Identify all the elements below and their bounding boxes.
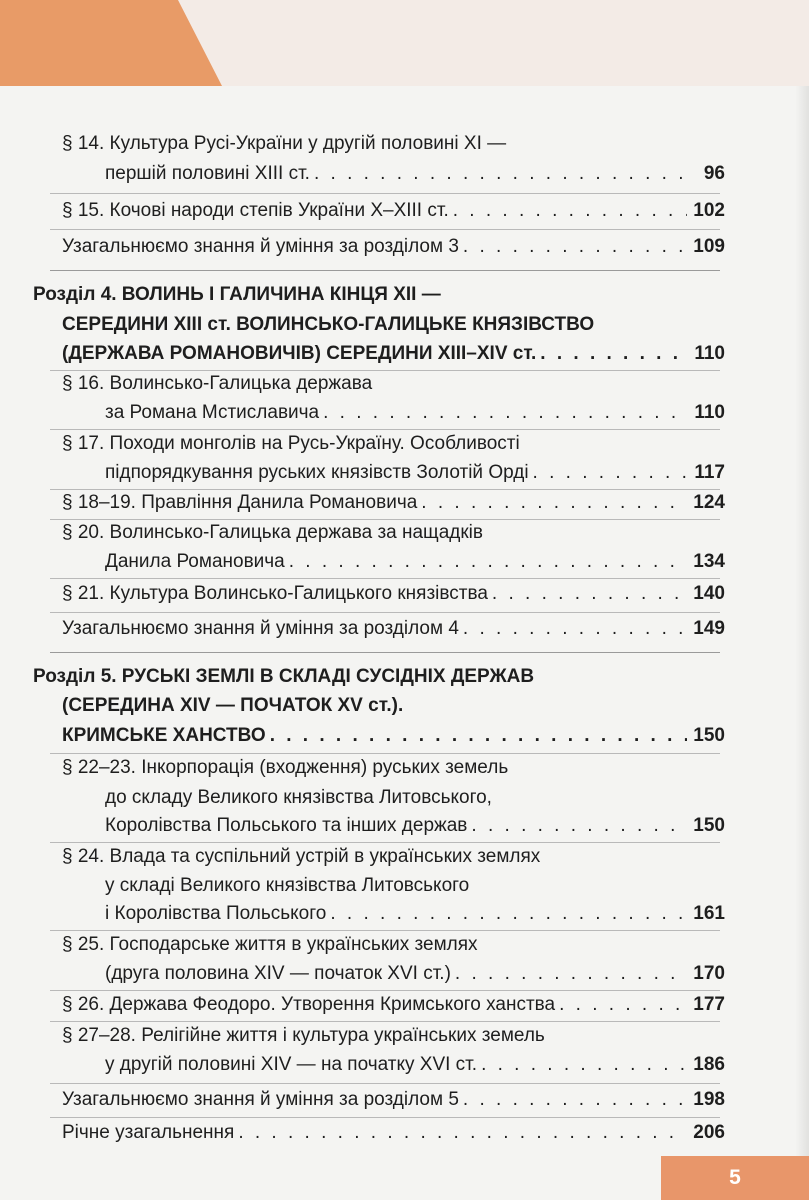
- toc-entry-title: за Романа Мстиславича: [105, 402, 320, 423]
- chapter-title: (СЕРЕДИНА XIV — ПОЧАТОК XV ст.).: [62, 695, 404, 716]
- leader-dots: [453, 198, 687, 224]
- leader-dots: [421, 490, 687, 516]
- toc-entry-15[interactable]: [62, 198, 725, 224]
- toc-entry-27-28[interactable]: [62, 1023, 722, 1049]
- entry-divider: [50, 930, 720, 931]
- toc-page-number: 198: [693, 1089, 725, 1110]
- toc-entry-title: § 14. Культура Русі-України у другій половині XI —: [62, 133, 507, 154]
- leader-dots: [533, 460, 687, 486]
- entry-divider: [50, 429, 720, 430]
- toc-entry-18-19[interactable]: [62, 490, 725, 516]
- toc-entry-26[interactable]: [62, 992, 725, 1018]
- leader-dots: [314, 161, 687, 187]
- toc-entry-24-cont: [105, 873, 725, 899]
- toc-page-number: 110: [694, 343, 725, 364]
- chapter-title: (ДЕРЖАВА РОМАНОВИЧІВ) СЕРЕДИНИ XIII–XIV ст.: [62, 343, 537, 364]
- toc-page-number: 110: [694, 402, 725, 423]
- toc-entry-title: підпорядкування руських князівств Золотій Орді: [105, 462, 529, 483]
- toc-chapter-4-cont: [62, 312, 723, 338]
- toc-entry-title: § 24. Влада та суспільний устрій в українських землях: [62, 846, 541, 867]
- toc-entry-title: § 17. Походи монголів на Русь-Україну. Особливості: [62, 433, 520, 454]
- toc-page-number: 124: [693, 492, 725, 513]
- leader-dots: [323, 400, 687, 426]
- toc-entry-title: Узагальнюємо знання й уміння за розділом 3: [62, 236, 459, 257]
- toc-entry-title: Річне узагальнення: [62, 1122, 235, 1143]
- toc-entry-title: § 21. Культура Волинсько-Галицького князівства: [62, 583, 488, 604]
- toc-entry-22-23-cont: [105, 785, 725, 811]
- toc-entry-title: Королівства Польського та інших держав: [105, 815, 468, 836]
- toc-page-number: 170: [693, 963, 725, 984]
- toc-entry-25[interactable]: [62, 932, 722, 958]
- leader-dots: [463, 1087, 687, 1113]
- toc-page-number: 161: [693, 903, 725, 924]
- entry-divider: [50, 753, 720, 754]
- toc-summary-4[interactable]: [62, 616, 725, 642]
- chapter-title: СЕРЕДИНИ XIII ст. ВОЛИНСЬКО-ГАЛИЦЬКЕ КНЯЗІВСТВО: [62, 314, 595, 335]
- toc-entry-title: § 22–23. Інкорпорація (входження) руських земель: [62, 757, 509, 778]
- leader-dots: [455, 961, 687, 987]
- toc-entry-17-cont[interactable]: [105, 460, 725, 486]
- leader-dots: [481, 1052, 687, 1078]
- chapter-title: Розділ 5. РУСЬКІ ЗЕМЛІ В СКЛАДІ СУСІДНІХ ДЕРЖАВ: [33, 666, 535, 687]
- toc-entry-title: і Королівства Польського: [105, 903, 327, 924]
- toc-entry-21[interactable]: [62, 581, 725, 607]
- entry-divider: [50, 1083, 720, 1084]
- toc-chapter-4[interactable]: [33, 282, 723, 308]
- leader-dots: [463, 616, 687, 642]
- toc-entry-title: (друга половина XIV — початок XVI ст.): [105, 963, 451, 984]
- toc-page-number: 177: [693, 994, 725, 1015]
- toc-entry-20-cont[interactable]: [105, 549, 725, 575]
- toc-entry-title: § 20. Волинсько-Галицька держава за нащадків: [62, 522, 483, 543]
- toc-entry-title: § 26. Держава Феодоро. Утворення Кримського ханства: [62, 994, 556, 1015]
- toc-entry-title: у другій половині XIV — на початку XVI ст.: [105, 1054, 478, 1075]
- section-divider: [50, 270, 720, 271]
- toc-entry-title: Данила Романовича: [105, 551, 285, 572]
- toc-entry-title: Узагальнюємо знання й уміння за розділом 4: [62, 618, 459, 639]
- chapter-title: КРИМСЬКЕ ХАНСТВО: [62, 725, 266, 746]
- entry-divider: [50, 842, 720, 843]
- entry-divider: [50, 612, 720, 613]
- toc-chapter-5[interactable]: [33, 664, 723, 690]
- toc-entry-24-end[interactable]: [105, 901, 725, 927]
- toc-chapter-5-end[interactable]: [62, 723, 725, 749]
- toc-page-number: 96: [703, 163, 725, 184]
- toc-entry-27-28-cont[interactable]: [105, 1052, 725, 1078]
- toc-entry-title: Узагальнюємо знання й уміння за розділом 5: [62, 1089, 459, 1110]
- leader-dots: [540, 341, 687, 367]
- entry-divider: [50, 229, 720, 230]
- toc-entry-title: до складу Великого князівства Литовського,: [105, 787, 492, 808]
- toc-page-number: 186: [693, 1054, 725, 1075]
- toc-page-number: 206: [693, 1122, 725, 1143]
- entry-divider: [50, 1021, 720, 1022]
- toc-entry-22-23[interactable]: [62, 755, 722, 781]
- toc-page-number: 140: [693, 583, 725, 604]
- leader-dots: [559, 992, 687, 1018]
- toc-entry-22-23-end[interactable]: [105, 813, 725, 839]
- leader-dots: [330, 901, 687, 927]
- toc-entry-14-cont[interactable]: [105, 161, 725, 187]
- toc-entry-title: першій половині XIII ст.: [105, 163, 310, 184]
- toc-summary-3[interactable]: [62, 234, 725, 260]
- leader-dots: [471, 813, 687, 839]
- toc-chapter-5-cont: [62, 693, 722, 719]
- entry-divider: [50, 990, 720, 991]
- chapter-title: Розділ 4. ВОЛИНЬ І ГАЛИЧИНА КІНЦЯ XII —: [33, 284, 441, 305]
- toc-entry-title: § 16. Волинсько-Галицька держава: [62, 373, 373, 394]
- toc-entry-14[interactable]: [62, 131, 682, 157]
- toc-entry-16-cont[interactable]: [105, 400, 725, 426]
- entry-divider: [50, 578, 720, 579]
- toc-entry-title: § 27–28. Релігійне життя і культура українських земель: [62, 1025, 545, 1046]
- leader-dots: [238, 1120, 687, 1146]
- toc-page-number: 117: [694, 462, 725, 483]
- toc-page-number: 150: [693, 725, 725, 746]
- toc-page-number: 149: [693, 618, 725, 639]
- entry-divider: [50, 1117, 720, 1118]
- toc-entry-16[interactable]: [62, 371, 682, 397]
- toc-entry-title: у складі Великого князівства Литовського: [105, 875, 470, 896]
- toc-annual-review[interactable]: [62, 1120, 725, 1146]
- toc-page-number: 109: [693, 236, 725, 257]
- toc-entry-title: § 25. Господарське життя в українських землях: [62, 934, 478, 955]
- page-number-badge: 5: [661, 1156, 809, 1200]
- toc-page-number: 102: [693, 200, 725, 221]
- section-divider: [50, 652, 720, 653]
- leader-dots: [270, 723, 687, 749]
- toc-summary-5[interactable]: [62, 1087, 725, 1113]
- toc-page-number: 134: [693, 551, 725, 572]
- toc-page-number: 150: [693, 815, 725, 836]
- toc-entry-title: § 15. Кочові народи степів України X–XIII ст.: [62, 200, 449, 221]
- leader-dots: [289, 549, 687, 575]
- toc-entry-25-cont[interactable]: [105, 961, 725, 987]
- entry-divider: [50, 193, 720, 194]
- toc-entry-title: § 18–19. Правління Данила Романовича: [62, 492, 418, 513]
- toc-entry-20[interactable]: [62, 520, 682, 546]
- leader-dots: [492, 581, 687, 607]
- leader-dots: [463, 234, 687, 260]
- toc-entry-17[interactable]: [62, 431, 712, 457]
- toc-entry-24[interactable]: [62, 844, 722, 870]
- toc-chapter-4-end[interactable]: [62, 341, 725, 367]
